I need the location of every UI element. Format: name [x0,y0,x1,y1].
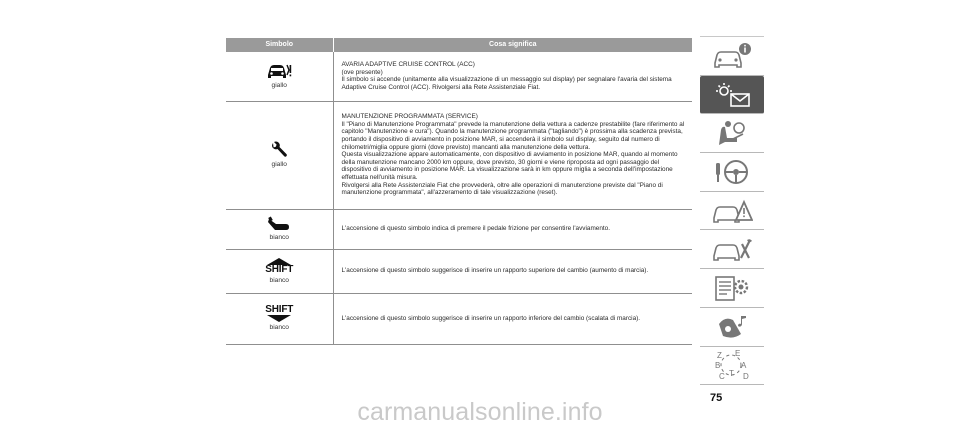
shift-down-arrow-icon [267,315,291,322]
description-line: MANUTENZIONE PROGRAMMATA (SERVICE) [341,113,478,121]
table-row [226,209,692,249]
symbol-color-label: bianco [269,234,289,242]
description-line: Il simbolo si accende (unitamente alla visualizzazione di un messaggio sul display) per segnalare l'avaria del sistema Adaptive Cruise Control (ACC). Rivolgersi alla Rete Assistenziale Fiat. [341,76,672,91]
symbol-cell [226,209,333,249]
description-line: L'accensione di questo simbolo suggerisce di inserire un rapporto inferiore del cambio (scalata di marcia). [341,314,641,322]
table-header-row [226,38,692,52]
svg-text:E: E [735,349,741,359]
car-warning-triangle-icon [711,196,753,226]
shift-up-label: SHIFT [265,263,294,275]
chapter-nav [700,36,764,385]
page-number: 75 [710,392,723,404]
watermark: carmanualsonline.info [357,398,603,426]
description-cell [333,209,692,249]
header-symbol: Simbolo [226,38,333,52]
wrench-icon [270,141,288,159]
header-meaning: Cosa significa [333,38,692,52]
svg-text:D: D [743,372,749,382]
car-maintenance-icon [711,234,753,264]
svg-text:B: B [715,361,721,371]
specifications-gear-icon [711,273,753,303]
svg-text:A: A [741,361,747,371]
chapter-nav-item[interactable] [700,347,764,386]
svg-text:T: T [729,369,734,379]
chapter-nav-item[interactable] [700,37,764,76]
symbol-color-label: bianco [269,276,289,284]
description-cell [333,52,692,101]
description-cell [333,293,692,344]
table-row [226,52,692,101]
multimedia-music-icon [711,312,753,342]
svg-text:C: C [719,372,725,382]
warning-light-message-icon [711,80,753,110]
table-row [226,293,692,344]
chapter-nav-item[interactable] [700,153,764,192]
alphabetical-index-icon [711,348,753,382]
symbol-color-label: bianco [269,324,289,332]
chapter-nav-item[interactable] [700,76,764,115]
svg-text:Z: Z [717,351,722,361]
symbol-cell [226,249,333,293]
symbol-color-label: giallo [271,82,287,90]
description-line: Il "Piano di Manutenzione Programmata" prevede la manutenzione della vettura a cadenze prestabilite (fare riferimento al capitolo "Manutenzione e cura"). Quando la manutenzione programmata ("tagliando") è prossima alla scadenza prevista, portando il dispositivo di avviamento in posizione MAR, si accenderà il simbolo sul display, seguito dal numero di chilometri/miglia oppure giorni (dove previsto) mancanti alla manutenzione della vettura. [341,120,685,151]
table-row [226,249,692,293]
steering-wheel-key-icon [711,157,753,187]
description-line: L'accensione di questo simbolo suggerisce di inserire un rapporto superiore del cambio (aumento di marcia). [341,267,649,275]
description-line: AVARIA ADAPTIVE CRUISE CONTROL (ACC) [341,61,475,69]
chapter-nav-item[interactable] [700,192,764,231]
symbol-cell [226,293,333,344]
description-cell [333,101,692,209]
symbol-color-label: giallo [271,161,287,169]
shift-down-label: SHIFT [265,304,294,316]
acc-warning-icon [266,62,292,80]
table-row [226,101,692,209]
description-line: Rivolgersi alla Rete Assistenziale Fiat che provvederà, oltre alle operazioni di manutenzione previste dal "Piano di manutenzione programmata", all'azzeramento di tale visualizzazione (reset). [341,181,663,197]
symbol-cell [226,101,333,209]
symbols-table [226,38,692,345]
airbag-seat-icon [711,118,753,148]
description-line: Questa visualizzazione appare automaticamente, con dispositivo di avviamento in posizione MAR, quando al momento della manutenzione mancano 2000 km oppure, dove previsto, 30 giorni e viene riproposta ad ogni passaggio del dispositivo di avviamento in posizione MAR. La visualizzazione sarà in km oppure miglia a seconda dell'impostazione effettuata nell'unità misura. [341,151,678,181]
chapter-nav-item[interactable] [700,230,764,269]
chapter-nav-item[interactable] [700,308,764,347]
description-cell [333,249,692,293]
chapter-nav-item[interactable] [700,269,764,308]
symbol-cell [226,52,333,101]
car-info-icon [711,41,753,71]
description-line: (ove presente) [341,68,383,76]
description-line: L'accensione di questo simbolo indica di premere il pedale frizione per consentire l'avviamento. [341,225,611,233]
clutch-pedal-icon [267,216,291,232]
chapter-nav-item[interactable] [700,114,764,153]
